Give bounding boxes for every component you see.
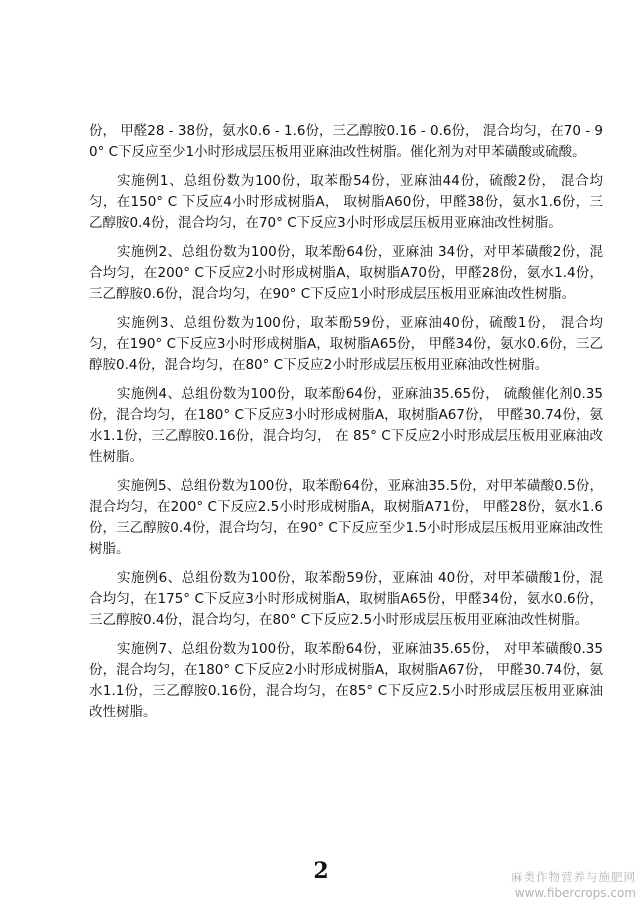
paragraph-example-5: 实施例5、总组份数为100份，取苯酚64份，亚麻油35.5份，对甲苯磺酸0.5份， 混合均匀，在200° C下反应2.5小时形成树脂A，取树脂A71份， 甲醛28份，氨水1.6份，三乙醇胺0.4份，混合均匀，在90° C下反应至少1.5小时形成层压板用亚麻油改性树脂。 — [89, 478, 603, 557]
watermark-site-name: 麻类作物营养与施肥网 — [511, 870, 636, 884]
paragraph-continuation: 份， 甲醛28 - 38份，氨水0.6 - 1.6份，三乙醇胺0.16 - 0.6份， 混合均匀，在70 - 90° C下反应至少1小时形成层压板用亚麻油改性树脂。催化剂为对甲苯磺酸或硫酸。 — [89, 123, 603, 160]
paragraph-example-7: 实施例7、总组份数为100份，取苯酚64份，亚麻油35.65份， 对甲苯磺酸0.35份，混合均匀，在180° C下反应2小时形成树脂A，取树脂A67份， 甲醛30.74份，氨水1.1份，三乙醇胺0.16份，混合均匀，在85° C下反应2.5小时形成层压板用亚麻油改性树脂。 — [89, 641, 603, 720]
paragraph-example-6: 实施例6、总组份数为100份，取苯酚59份，亚麻油 40份，对甲苯磺酸1份，混合均匀，在175° C下反应3小时形成树脂A，取树脂A65份，甲醛34份，氨水0.6份，三乙醇胺0.4份，混合均匀，在80° C下反应2.5小时形成层压板用亚麻油改性树脂。 — [89, 570, 603, 628]
page-number: 2 — [313, 858, 329, 884]
watermark-url: www.fibercrops.com — [514, 886, 636, 900]
paragraph-example-2: 实施例2、总组份数为100份，取苯酚64份，亚麻油 34份，对甲苯磺酸2份，混合均匀，在200° C下反应2小时形成树脂A，取树脂A70份，甲醛28份，氨水1.4份，三乙醇胺0.6份，混合均匀，在90° C下反应1小时形成层压板用亚麻油改性树脂。 — [89, 244, 603, 302]
body-text — [89, 121, 603, 731]
watermark — [511, 869, 636, 901]
paragraph-example-1: 实施例1、总组份数为100份，取苯酚54份，亚麻油44份，硫酸2份， 混合均匀，在150° C 下反应4小时形成树脂A， 取树脂A60份，甲醛38份，氨水1.6份，三乙醇胺0.4份，混合均匀，在70° C下反应3小时形成层压板用亚麻油改性树脂。 — [89, 173, 603, 231]
paragraph-example-3: 实施例3、总组份数为100份，取苯酚59份，亚麻油40份，硫酸1份， 混合均匀，在190° C下反应3小时形成树脂A，取树脂A65份， 甲醛34份，氨水0.6份，三乙醇胺0.4份，混合均匀，在80° C下反应2小时形成层压板用亚麻油改性树脂。 — [89, 315, 603, 373]
paragraph-example-4: 实施例4、总组份数为100份，取苯酚64份，亚麻油35.65份， 硫酸催化剂0.35份，混合均匀，在180° C下反应3小时形成树脂A，取树脂A67份， 甲醛30.74份，氨水1.1份，三乙醇胺0.16份，混合均匀， 在 85° C下反应2小时形成层压板用亚麻油改性树脂。 — [89, 386, 603, 465]
